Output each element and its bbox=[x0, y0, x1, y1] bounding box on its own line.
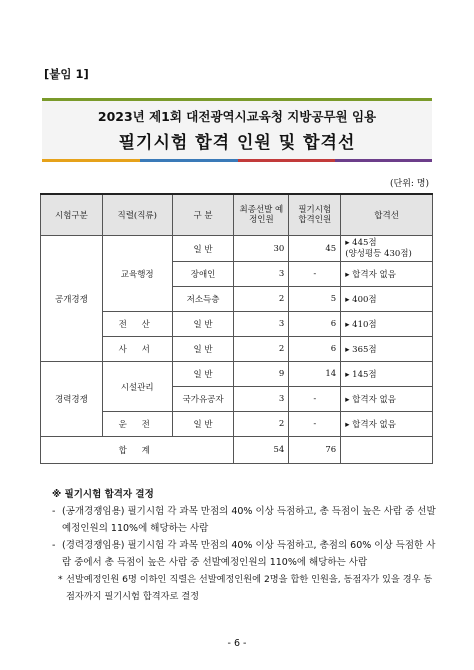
job-driving: 운 전 bbox=[102, 412, 172, 437]
note-subitem-text: 선발예정인원 6명 이하인 직렬은 선발예정인원에 2명을 합한 인원을, 동점자가 있을 경우 동점자까지 필기시험 합격자로 결정 bbox=[66, 574, 433, 602]
row-cutoff: ▸ 365점 bbox=[341, 337, 433, 362]
row-category: 일 반 bbox=[172, 312, 234, 337]
row-passed: 6 bbox=[289, 337, 341, 362]
table-header-row bbox=[41, 194, 433, 236]
header-passed: 필기시험 합격인원 bbox=[289, 194, 341, 236]
note-item-text: (경력경쟁임용) 필기시험 각 과목 만점의 40% 이상 득점하고, 총점의 60% 이상 득점한 사람 중에서 총 득점이 높은 사람 중 선발예정인원의 110%에 해당하는 사람 bbox=[62, 540, 436, 568]
banner-top-rule bbox=[42, 98, 432, 101]
page-number: - 6 - bbox=[227, 638, 247, 649]
job-librarian: 사 서 bbox=[102, 337, 172, 362]
row-cutoff: ▸ 합격자 없음 bbox=[341, 262, 433, 287]
row-passed: - bbox=[289, 262, 341, 287]
banner-color-bar-blue bbox=[140, 159, 238, 162]
banner-color-bar-orange bbox=[42, 159, 140, 162]
note-item-public bbox=[52, 503, 437, 537]
row-final: 30 bbox=[234, 236, 289, 262]
row-final: 9 bbox=[234, 362, 289, 387]
group-career: 경력경쟁 bbox=[41, 362, 103, 437]
total-cutoff-empty bbox=[341, 437, 433, 464]
row-passed: 14 bbox=[289, 362, 341, 387]
banner-title-line2: 필기시험 합격 인원 및 합격선 bbox=[118, 133, 356, 153]
row-final: 2 bbox=[234, 412, 289, 437]
title-banner bbox=[42, 98, 432, 162]
notes-heading bbox=[52, 486, 437, 503]
row-passed: 45 bbox=[289, 236, 341, 262]
row-category: 일 반 bbox=[172, 412, 234, 437]
note-item-career bbox=[52, 537, 437, 571]
group-public: 공개경쟁 bbox=[41, 236, 103, 362]
row-cutoff: ▸ 145점 bbox=[341, 362, 433, 387]
note-item-text: (공개경쟁임용) 필기시험 각 과목 만점의 40% 이상 득점하고, 총 득점이 높은 사람 중 선발예정인원의 110%에 해당하는 사람 bbox=[62, 506, 436, 534]
notes-section bbox=[52, 486, 437, 605]
note-subitem bbox=[52, 571, 437, 605]
header-job: 직렬(직류) bbox=[102, 194, 172, 236]
banner-color-bar-red bbox=[238, 159, 335, 162]
row-final: 3 bbox=[234, 312, 289, 337]
table-row bbox=[41, 362, 433, 387]
job-electric: 전 산 bbox=[102, 312, 172, 337]
row-cutoff-sub: (양성평등 430점) bbox=[345, 249, 412, 259]
total-passed: 76 bbox=[289, 437, 341, 464]
row-category: 장애인 bbox=[172, 262, 234, 287]
results-table bbox=[40, 193, 433, 464]
row-final: 3 bbox=[234, 387, 289, 412]
header-cutoff: 합격선 bbox=[341, 194, 433, 236]
header-exam-type: 시험구분 bbox=[41, 194, 103, 236]
total-row bbox=[41, 437, 433, 464]
header-final-planned: 최종선발 예정인원 bbox=[234, 194, 289, 236]
asterisk-mark: * bbox=[58, 574, 63, 585]
banner-color-bar-purple bbox=[335, 159, 432, 162]
job-edu-admin: 교육행정 bbox=[102, 236, 172, 312]
row-cutoff bbox=[341, 236, 433, 262]
row-passed: 5 bbox=[289, 287, 341, 312]
row-cutoff: ▸ 합격자 없음 bbox=[341, 412, 433, 437]
notes-heading-text: 필기시험 합격자 결정 bbox=[64, 489, 154, 500]
dash-mark: - bbox=[52, 506, 56, 517]
attachment-label: [붙임 1] bbox=[44, 67, 89, 81]
row-cutoff: ▸ 400점 bbox=[341, 287, 433, 312]
total-final: 54 bbox=[234, 437, 289, 464]
row-passed: - bbox=[289, 412, 341, 437]
row-final: 2 bbox=[234, 337, 289, 362]
unit-note: (단위: 명) bbox=[390, 179, 429, 189]
row-category: 국가유공자 bbox=[172, 387, 234, 412]
header-category: 구 분 bbox=[172, 194, 234, 236]
row-category: 저소득층 bbox=[172, 287, 234, 312]
row-category: 일 반 bbox=[172, 337, 234, 362]
dash-mark: - bbox=[52, 540, 56, 551]
row-cutoff: ▸ 410점 bbox=[341, 312, 433, 337]
job-facility-mgmt: 시설관리 bbox=[102, 362, 172, 412]
row-final: 3 bbox=[234, 262, 289, 287]
row-cutoff-main: ▸ 445점 bbox=[345, 238, 377, 248]
row-category: 일 반 bbox=[172, 236, 234, 262]
reference-mark: ※ bbox=[52, 489, 62, 500]
row-final: 2 bbox=[234, 287, 289, 312]
row-passed: - bbox=[289, 387, 341, 412]
row-category: 일 반 bbox=[172, 362, 234, 387]
row-cutoff: ▸ 합격자 없음 bbox=[341, 387, 433, 412]
table-row bbox=[41, 236, 433, 262]
row-passed: 6 bbox=[289, 312, 341, 337]
total-label: 합 계 bbox=[41, 437, 234, 464]
banner-title-line1: 2023년 제1회 대전광역시교육청 지방공무원 임용 bbox=[97, 109, 377, 124]
